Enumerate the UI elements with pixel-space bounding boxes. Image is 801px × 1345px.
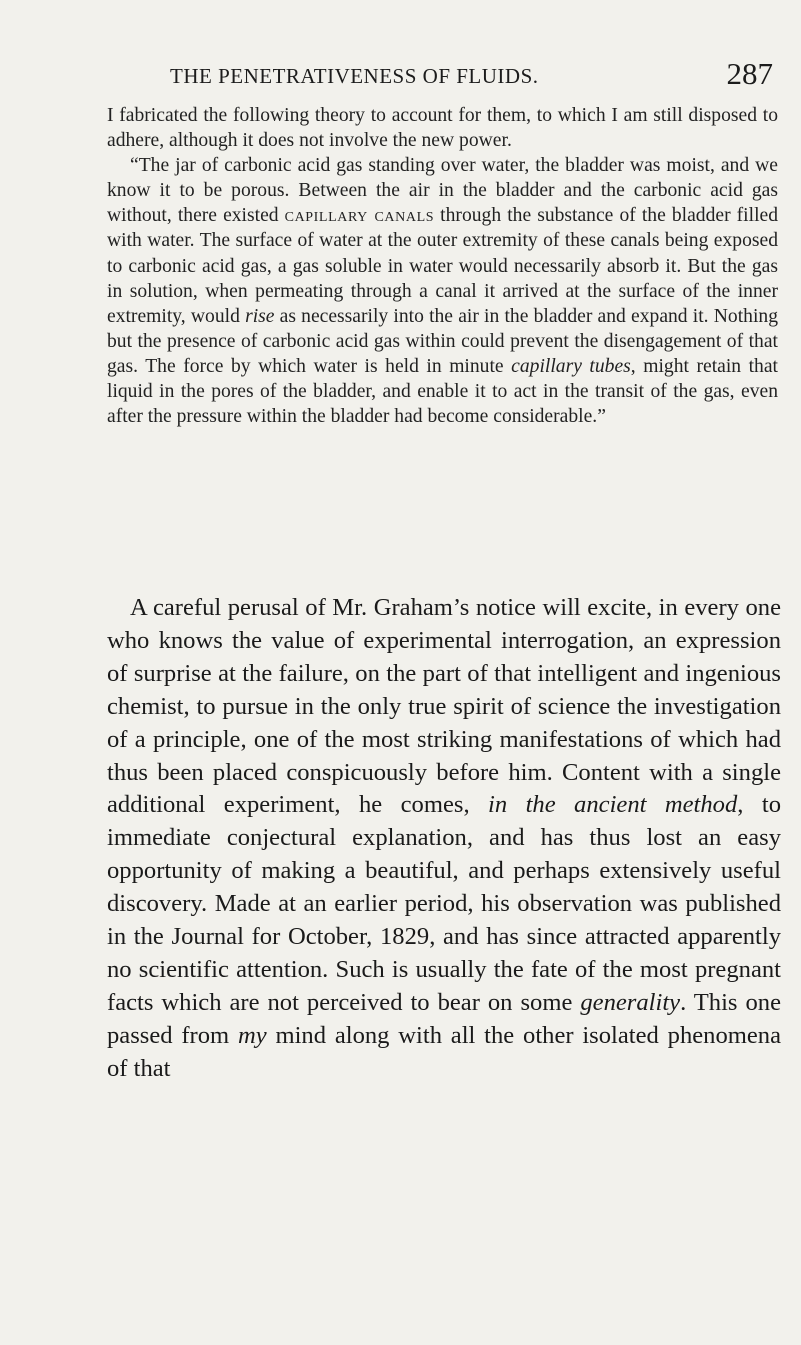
quote-paragraph-1: I fabricated the following theory to account for them, to which I am still disposed to adhere, although it does not involve the new power. — [107, 105, 778, 152]
running-title: THE PENETRATIVENESS OF FLUIDS. — [170, 64, 539, 88]
main-text-2: , to immediate conjectural explanation, and has thus lost an easy opportunity of making a beautiful, and perhaps extensively useful discovery. Made at an earlier period, his observation was published in the Journal for October, 1829, and has since attracted apparently no scientific attention. Such is usually the fate of the most pregnant facts which are not perceived to bear on some — [107, 791, 781, 1016]
quote-text-2: through the substance of the bladder filled with water. The surface of water at the outer extremity of these canals being exposed to carbonic acid gas, a gas soluble in water would necessarily absorb it. But the gas in solution, when permeating through a canal it arrived at the surface of the inner extremity, would — [107, 205, 779, 327]
my-emphasis: my — [237, 1021, 267, 1049]
main-text-1: A careful perusal of Mr. Graham’s notice will excite, in every one who knows the value of experimental interrogation, an expression of surprise at the failure, on the part of that intelligent and ingenious chemist, to pursue in the only true spirit of science the investigation of a principle, one of the most striking manifestations of which had thus been placed conspicuously before him. Content with a single additional experiment, he comes, — [107, 594, 781, 819]
generality-emphasis: generality — [580, 988, 681, 1016]
capillary-canals-term: capillary canals — [284, 205, 435, 227]
main-passage — [107, 592, 781, 1086]
main-paragraph — [107, 592, 781, 1086]
quote-text-3: as necessarily into the air in the bladder and expand it. Nothing but the presence of carbonic acid gas within could prevent the disengagement of that gas. The force by which water is held in minute — [107, 305, 778, 377]
ancient-method-emphasis: in the ancient method — [488, 791, 738, 819]
running-head — [140, 56, 773, 91]
main-text-3: . This one passed from — [107, 988, 781, 1049]
quote-text-4: , might retain that liquid in the pores of the bladder, and enable it to act in the transit of the gas, even after the pressure within the bladder had become considerable.” — [107, 355, 778, 428]
capillary-tubes-emphasis: capillary tubes — [511, 355, 631, 377]
quote-paragraph-2 — [107, 153, 778, 429]
page-number: 287 — [726, 56, 773, 91]
main-text-4: mind along with all the other isolated phenomena of that — [107, 1021, 782, 1082]
quote-text-1: “The jar of carbonic acid gas standing over water, the bladder was moist, and we know it to be porous. Between the air in the bladder and the carbonic acid gas without, there existed — [107, 155, 778, 227]
quoted-passage — [107, 103, 778, 429]
rise-emphasis: rise — [245, 305, 275, 327]
